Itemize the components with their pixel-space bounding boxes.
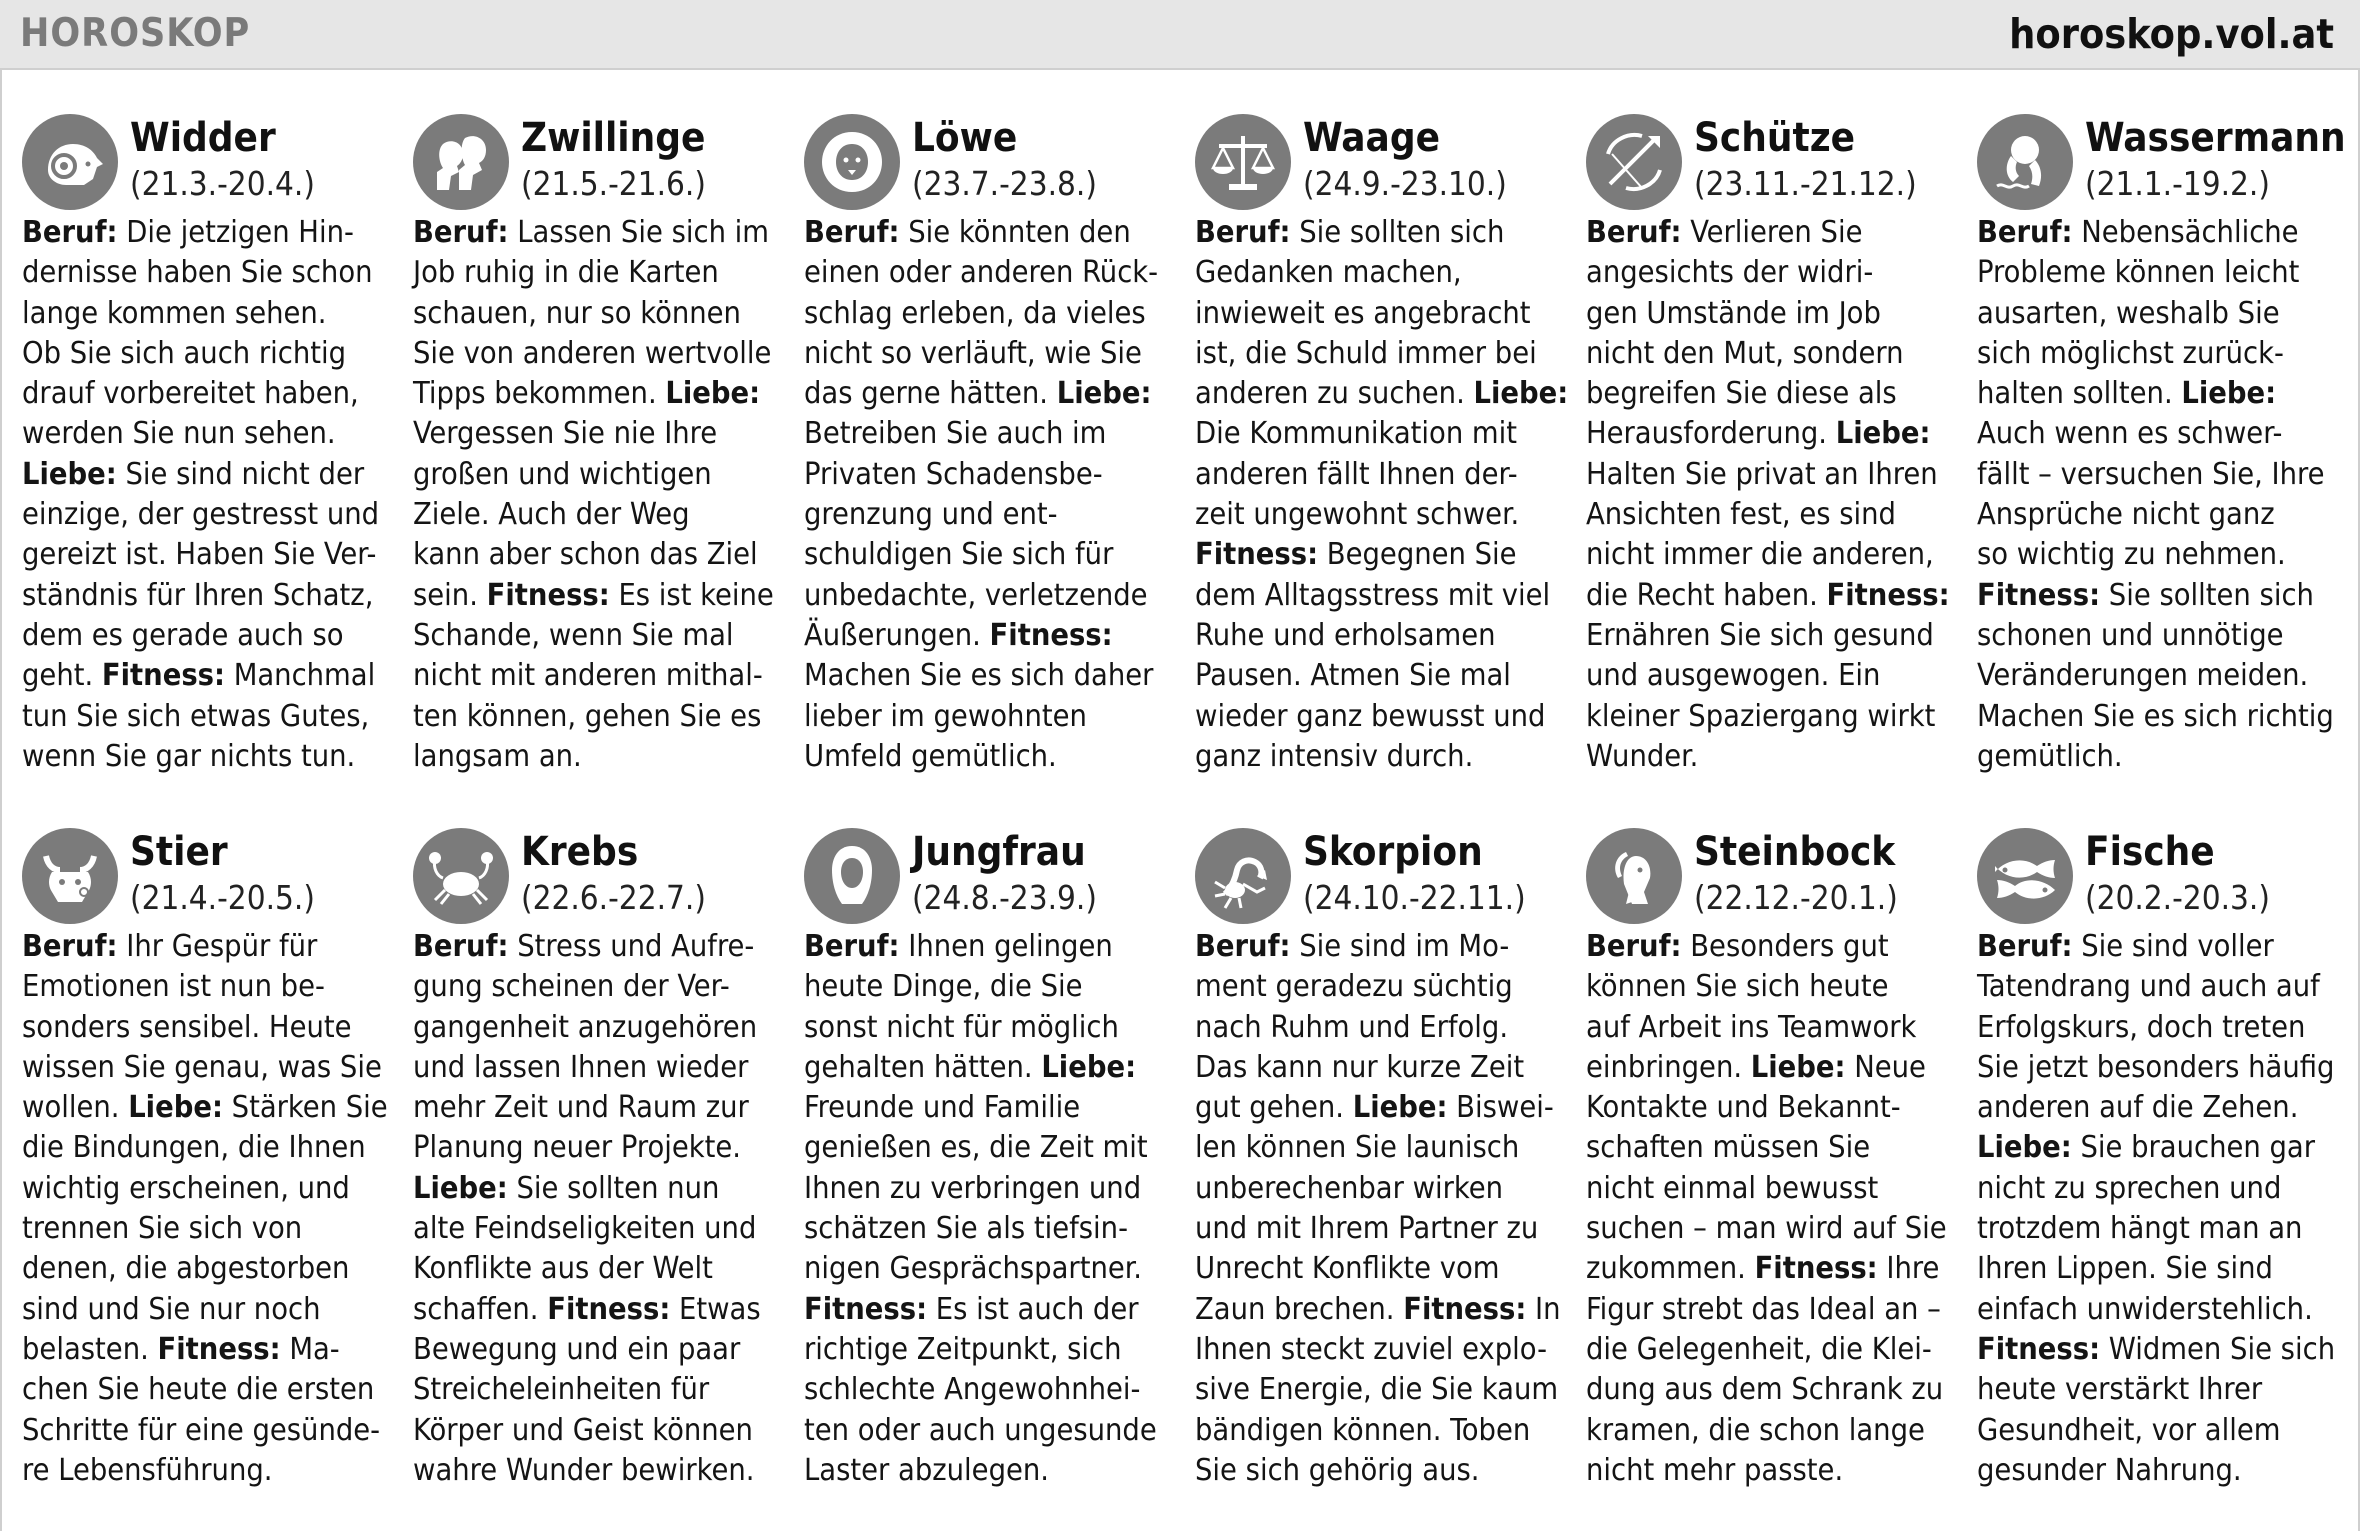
beruf-text: Sie sollten sich Gedanken machen, inwieweit es angebracht ist, die Schuld immer bei anderen zu suchen.	[1195, 215, 1537, 412]
liebe-label: Liebe:	[1352, 1090, 1448, 1126]
horoscope-text	[1586, 213, 1960, 777]
horoscope-text	[413, 213, 787, 777]
sign-dates: (21.3.-20.4.)	[130, 164, 315, 203]
fitness-label: Fitness:	[989, 617, 1113, 653]
liebe-text: Auch wenn es schwer- fällt – versuchen Sie, Ihre Ansprüche nicht ganz so wichtig zu nehmen.	[1977, 416, 2325, 573]
scales-icon	[1195, 114, 1291, 210]
sign-dates: (22.6.-22.7.)	[521, 878, 706, 917]
sign-name: Löwe	[912, 115, 1018, 161]
fitness-text: Ihre Figur strebt das Ideal an – die Gelegenheit, die Klei- dung aus dem Schrank zu kramen, die schon lange nicht mehr passte.	[1586, 1251, 1944, 1488]
sign-dates: (21.4.-20.5.)	[130, 878, 315, 917]
fitness-text: Etwas Bewegung und ein paar Streicheleinheiten für Körper und Geist können wahre Wunder bewirken.	[413, 1291, 761, 1488]
beruf-text: Ihnen gelingen heute Dinge, die Sie sonst nicht für möglich gehalten hätten.	[804, 929, 1119, 1085]
bull-icon	[22, 828, 118, 924]
fitness-label: Fitness:	[1826, 577, 1950, 613]
fitness-label: Fitness:	[1977, 577, 2101, 613]
sign-name: Krebs	[521, 829, 639, 875]
sign-header	[1977, 108, 2351, 213]
beruf-label: Beruf:	[1586, 929, 1682, 964]
beruf-text: Sie sind voller Tatendrang und auch auf Erfolgskurs, doch treten Sie jetzt besonders häufig anderen auf die Zehen.	[1977, 929, 2335, 1126]
beruf-text: Sie sind im Mo- ment geradezu süchtig nach Ruhm und Erfolg. Das kann nur kurze Zeit gut gehen.	[1195, 929, 1525, 1126]
horoscope-text	[1977, 927, 2351, 1491]
beruf-label: Beruf:	[413, 929, 509, 964]
site-url: horoskop.vol.at	[2009, 10, 2334, 58]
fitness-text: Ernähren Sie sich gesund und ausgewogen. Ein kleiner Spaziergang wirkt Wunder.	[1586, 617, 1936, 774]
sign-dates: (23.7.-23.8.)	[912, 164, 1097, 203]
sign-steinbock	[1586, 822, 1960, 1491]
beruf-label: Beruf:	[1977, 929, 2073, 964]
liebe-label: Liebe:	[1056, 376, 1152, 412]
sign-name: Schütze	[1694, 115, 1856, 161]
liebe-text: Sie brauchen gar nicht zu sprechen und trotzdem hängt man an Ihren Lippen. Sie sind einfach unwiderstehlich.	[1977, 1130, 2315, 1327]
sign-dates: (23.11.-21.12.)	[1694, 164, 1917, 203]
fitness-label: Fitness:	[804, 1291, 928, 1327]
fitness-label: Fitness:	[1754, 1251, 1878, 1287]
fitness-label: Fitness:	[1195, 537, 1319, 573]
sign-name: Zwillinge	[521, 115, 706, 161]
horoscope-text	[804, 213, 1178, 777]
beruf-text: Nebensächliche Probleme können leicht ausarten, weshalb Sie sich möglichst zurück- halten sollten.	[1977, 215, 2300, 412]
sign-header	[1977, 822, 2351, 927]
lion-icon	[804, 114, 900, 210]
sign-header	[22, 108, 396, 213]
liebe-text: Freunde und Familie genießen es, die Zeit mit Ihnen zu verbringen und schätzen Sie als tiefsin- nigen Gesprächspartner.	[804, 1090, 1148, 1287]
fitness-label: Fitness:	[157, 1331, 281, 1367]
beruf-label: Beruf:	[804, 215, 900, 250]
beruf-label: Beruf:	[22, 929, 118, 964]
sign-schütze	[1586, 108, 1960, 777]
liebe-label: Liebe:	[1041, 1049, 1137, 1085]
liebe-label: Liebe:	[1977, 1130, 2072, 1166]
fish-icon	[1977, 828, 2073, 924]
beruf-label: Beruf:	[1195, 929, 1291, 964]
sign-widder	[22, 108, 396, 777]
liebe-label: Liebe:	[1750, 1049, 1846, 1085]
sign-zwillinge	[413, 108, 787, 777]
sign-name: Widder	[130, 115, 276, 161]
beruf-text: Besonders gut können Sie sich heute auf Arbeit ins Teamwork einbringen.	[1586, 929, 1917, 1085]
beruf-text: Verlieren Sie angesichts der widri- gen Umstände im Job nicht den Mut, sondern begreifen Sie diese als Herausforderung.	[1586, 215, 1904, 452]
scorpion-icon	[1195, 828, 1291, 924]
sign-name: Steinbock	[1694, 829, 1896, 875]
liebe-text: Neue Kontakte und Bekannt- schaften müssen Sie nicht einmal bewusst suchen – man wird auf Sie zukommen.	[1586, 1049, 1947, 1287]
fitness-label: Fitness:	[101, 658, 225, 694]
sign-name: Stier	[130, 829, 228, 875]
beruf-label: Beruf:	[413, 215, 509, 250]
sign-header	[804, 822, 1178, 927]
sign-header	[1586, 108, 1960, 213]
ram-icon	[22, 114, 118, 210]
beruf-label: Beruf:	[1586, 215, 1682, 250]
liebe-label: Liebe:	[665, 376, 761, 412]
sign-name: Jungfrau	[912, 829, 1086, 875]
fitness-text: Sie sollten sich schonen und unnötige Veränderungen meiden. Machen Sie es sich richtig gemütlich.	[1977, 577, 2334, 774]
liebe-text: Vergessen Sie nie Ihre großen und wichtigen Ziele. Auch der Weg kann aber schon das Ziel sein.	[413, 416, 758, 613]
beruf-text: Ihr Gespür für Emotionen ist nun be- sonders sensibel. Heute wissen Sie genau, was Sie wollen.	[22, 929, 382, 1126]
sign-name: Skorpion	[1303, 829, 1483, 875]
fitness-text: Ma- chen Sie heute die ersten Schritte für eine gesünde- re Lebensführung.	[22, 1331, 381, 1488]
fitness-text: Widmen Sie sich heute verstärkt Ihrer Gesundheit, vor allem gesunder Nahrung.	[1977, 1331, 2336, 1488]
liebe-text: Die Kommunikation mit anderen fällt Ihnen der- zeit ungewohnt schwer.	[1195, 416, 1520, 533]
liebe-label: Liebe:	[413, 1170, 508, 1206]
sign-header	[413, 108, 787, 213]
beruf-label: Beruf:	[22, 215, 118, 250]
horoscope-text	[22, 213, 396, 777]
horoscope-text	[1977, 213, 2351, 777]
beruf-label: Beruf:	[1977, 215, 2073, 250]
horoscope-text	[22, 927, 396, 1491]
beruf-text: Sie könnten den einen oder anderen Rück- schlag erleben, da vieles nicht so verläuft, wie Sie das gerne hätten.	[804, 215, 1159, 412]
sign-waage	[1195, 108, 1569, 777]
beruf-label: Beruf:	[804, 929, 900, 964]
horoscope-text	[1195, 213, 1569, 777]
sign-dates: (24.10.-22.11.)	[1303, 878, 1526, 917]
sign-krebs	[413, 822, 787, 1491]
archer-icon	[1586, 114, 1682, 210]
water-bearer-icon	[1977, 114, 2073, 210]
liebe-text: Halten Sie privat an Ihren Ansichten fest, es sind nicht immer die anderen, die Recht haben.	[1586, 456, 1938, 613]
fitness-text: Es ist keine Schande, wenn Sie mal nicht mit anderen mithal- ten können, gehen Sie es langsam an.	[413, 577, 774, 774]
fitness-label: Fitness:	[486, 577, 610, 613]
liebe-text: Stärken Sie die Bindungen, die Ihnen wichtig erscheinen, und trennen Sie sich von denen, die abgestorben sind und Sie nur noch belasten.	[22, 1090, 388, 1367]
sign-name: Waage	[1303, 115, 1441, 161]
sign-name: Wassermann	[2085, 115, 2346, 161]
sign-jungfrau	[804, 822, 1178, 1491]
sign-header	[1195, 108, 1569, 213]
sign-dates: (22.12.-20.1.)	[1694, 878, 1898, 917]
page-title: HOROSKOP	[20, 11, 251, 56]
fitness-label: Fitness:	[547, 1291, 671, 1327]
sign-dates: (21.1.-19.2.)	[2085, 164, 2270, 203]
sign-löwe	[804, 108, 1178, 777]
sign-fische	[1977, 822, 2351, 1491]
sign-header	[804, 108, 1178, 213]
horoscope-text	[1195, 927, 1569, 1491]
sign-wassermann	[1977, 108, 2351, 777]
fitness-text: Begegnen Sie dem Alltagsstress mit viel Ruhe und erholsamen Pausen. Atmen Sie mal wieder ganz bewusst und ganz intensiv durch.	[1195, 537, 1551, 774]
fitness-label: Fitness:	[1403, 1291, 1527, 1327]
sign-name: Fische	[2085, 829, 2215, 875]
crab-icon	[413, 828, 509, 924]
horoscope-text	[1586, 927, 1960, 1491]
frame-left-border	[0, 70, 2, 1531]
liebe-text: Sie sollten nun alte Feindseligkeiten und Konflikte aus der Welt schaffen.	[413, 1170, 757, 1327]
sign-dates: (24.8.-23.9.)	[912, 878, 1097, 917]
liebe-label: Liebe:	[1473, 376, 1569, 412]
maiden-icon	[804, 828, 900, 924]
sign-dates: (21.5.-21.6.)	[521, 164, 706, 203]
sign-header	[413, 822, 787, 927]
liebe-text: Biswei- len können Sie launisch unberechenbar wirken und mit Ihrem Partner zu Unrecht Konflikte vom Zaun brechen.	[1195, 1090, 1554, 1327]
sign-dates: (20.2.-20.3.)	[2085, 878, 2270, 917]
sign-skorpion	[1195, 822, 1569, 1491]
beruf-label: Beruf:	[1195, 215, 1291, 250]
beruf-text: Die jetzigen Hin- dernisse haben Sie schon lange kommen sehen. Ob Sie sich auch richtig drauf vorbereitet haben, werden Sie nun sehen.	[22, 215, 373, 452]
fitness-text: Es ist auch der richtige Zeitpunkt, sich schlechte Angewohnhei- ten oder auch ungesunde Laster abzulegen.	[804, 1291, 1157, 1488]
sign-dates: (24.9.-23.10.)	[1303, 164, 1507, 203]
liebe-text: Sie sind nicht der einzige, der gestresst und gereizt ist. Haben Sie Ver- ständnis für Ihren Schatz, dem es gerade auch so geht.	[22, 456, 380, 694]
fitness-label: Fitness:	[1977, 1331, 2101, 1367]
liebe-text: Betreiben Sie auch im Privaten Schadensbe- grenzung und ent- schuldigen Sie sich für unbedachte, verletzende Äußerungen.	[804, 416, 1148, 653]
fitness-text: Manchmal tun Sie sich etwas Gutes, wenn Sie gar nichts tun.	[22, 658, 376, 774]
liebe-label: Liebe:	[1835, 416, 1931, 452]
beruf-text: Lassen Sie sich im Job ruhig in die Karten schauen, nur so können Sie von anderen wertvolle Tipps bekommen.	[413, 215, 772, 412]
header-bar	[0, 0, 2360, 70]
horoscope-text	[413, 927, 787, 1491]
liebe-label: Liebe:	[22, 456, 117, 492]
goat-icon	[1586, 828, 1682, 924]
horoscope-text	[804, 927, 1178, 1491]
sign-header	[22, 822, 396, 927]
sign-header	[1195, 822, 1569, 927]
sign-header	[1586, 822, 1960, 927]
fitness-text: In Ihnen steckt zuviel explo- sive Energie, die Sie kaum bändigen können. Toben Sie sich gehörig aus.	[1195, 1291, 1561, 1488]
liebe-label: Liebe:	[128, 1090, 223, 1126]
twins-icon	[413, 114, 509, 210]
sign-stier	[22, 822, 396, 1491]
fitness-text: Machen Sie es sich daher lieber im gewohnten Umfeld gemütlich.	[804, 658, 1154, 774]
beruf-text: Stress und Aufre- gung scheinen der Ver- gangenheit anzugehören und lassen Ihnen wieder mehr Zeit und Raum zur Planung neuer Projekte.	[413, 929, 758, 1166]
liebe-label: Liebe:	[2181, 376, 2277, 412]
